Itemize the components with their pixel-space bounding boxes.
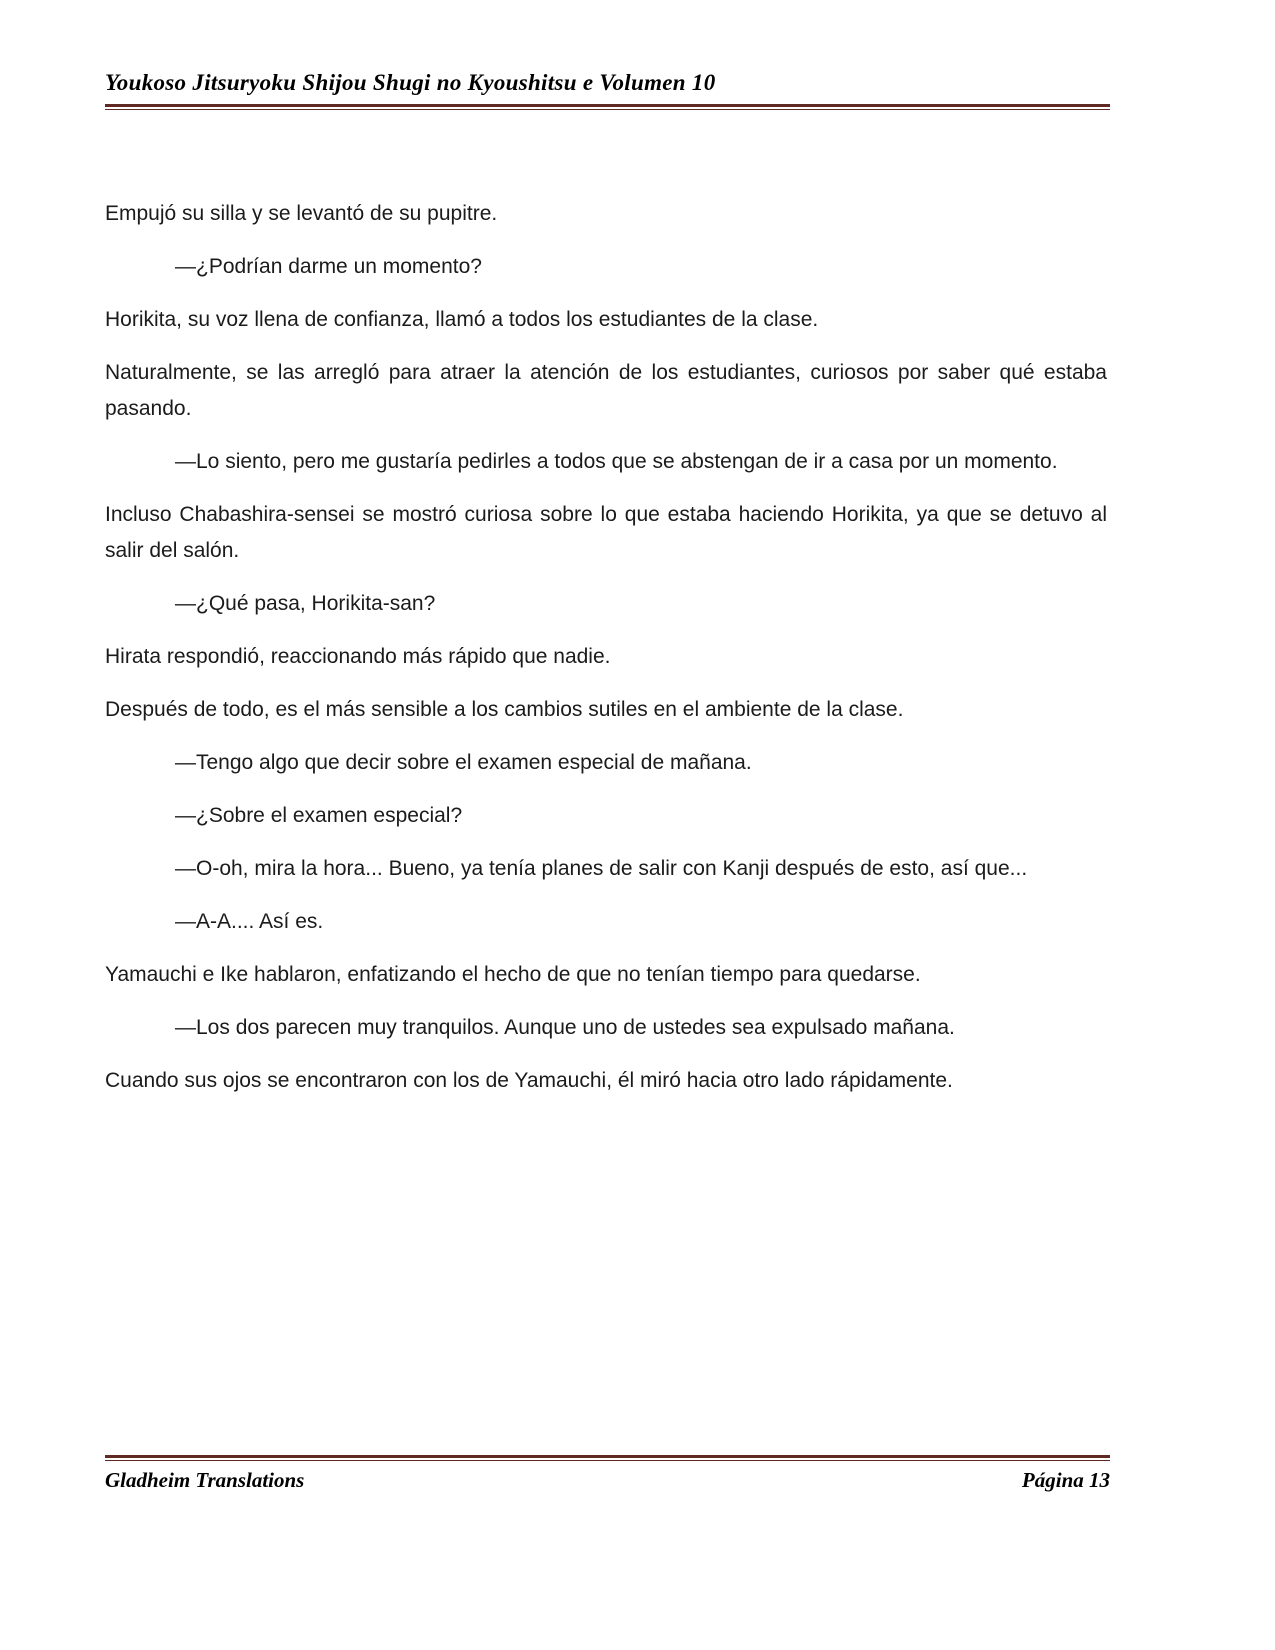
paragraph-dialogue: —Los dos parecen muy tranquilos. Aunque uno de ustedes sea expulsado mañana. — [175, 1016, 955, 1039]
paragraph-dialogue: —A-A.... Así es. — [175, 910, 324, 933]
paragraph-narration: Empujó su silla y se levantó de su pupitre. — [105, 202, 498, 225]
paragraph-dialogue: —¿Sobre el examen especial? — [175, 804, 463, 827]
footer-row — [105, 1461, 1110, 1493]
paragraph-dialogue: —O-oh, mira la hora... Bueno, ya tenía planes de salir con Kanji después de esto, así que... — [175, 857, 1028, 880]
footer-translator-credit: Gladheim Translations — [105, 1468, 305, 1492]
paragraph-dialogue: —Tengo algo que decir sobre el examen especial de mañana. — [175, 751, 752, 774]
paragraph-narration: Cuando sus ojos se encontraron con los de Yamauchi, él miró hacia otro lado rápidamente. — [105, 1069, 953, 1092]
header-rule — [105, 104, 1110, 110]
paragraph-narration: Naturalmente, se las arregló para atraer la atención de los estudiantes, curiosos por saber qué estaba pasando. — [105, 361, 1107, 420]
paragraph-narration: Después de todo, es el más sensible a los cambios sutiles en el ambiente de la clase. — [105, 698, 904, 721]
paragraph-dialogue: —¿Qué pasa, Horikita-san? — [175, 592, 436, 615]
header-rule-thin — [105, 109, 1110, 110]
paragraph-dialogue: —¿Podrían darme un momento? — [175, 255, 482, 278]
page-header — [105, 70, 1110, 110]
paragraph-narration: Incluso Chabashira-sensei se mostró curiosa sobre lo que estaba haciendo Horikita, ya que se detuvo al salir del salón. — [105, 503, 1107, 562]
paragraph-dialogue: —Lo siento, pero me gustaría pedirles a todos que se abstengan de ir a casa por un momento. — [175, 450, 1058, 473]
footer-page-number: Página 13 — [1021, 1468, 1110, 1492]
paragraph-narration: Hirata respondió, reaccionando más rápido que nadie. — [105, 645, 611, 668]
document-body — [105, 196, 1107, 1099]
page-footer — [105, 1455, 1110, 1493]
paragraph-narration: Horikita, su voz llena de confianza, llamó a todos los estudiantes de la clase. — [105, 308, 819, 331]
page-header-title: Youkoso Jitsuryoku Shijou Shugi no Kyoushitsu e Volumen 10 — [105, 70, 716, 95]
paragraph-narration: Yamauchi e Ike hablaron, enfatizando el hecho de que no tenían tiempo para quedarse. — [105, 963, 921, 986]
